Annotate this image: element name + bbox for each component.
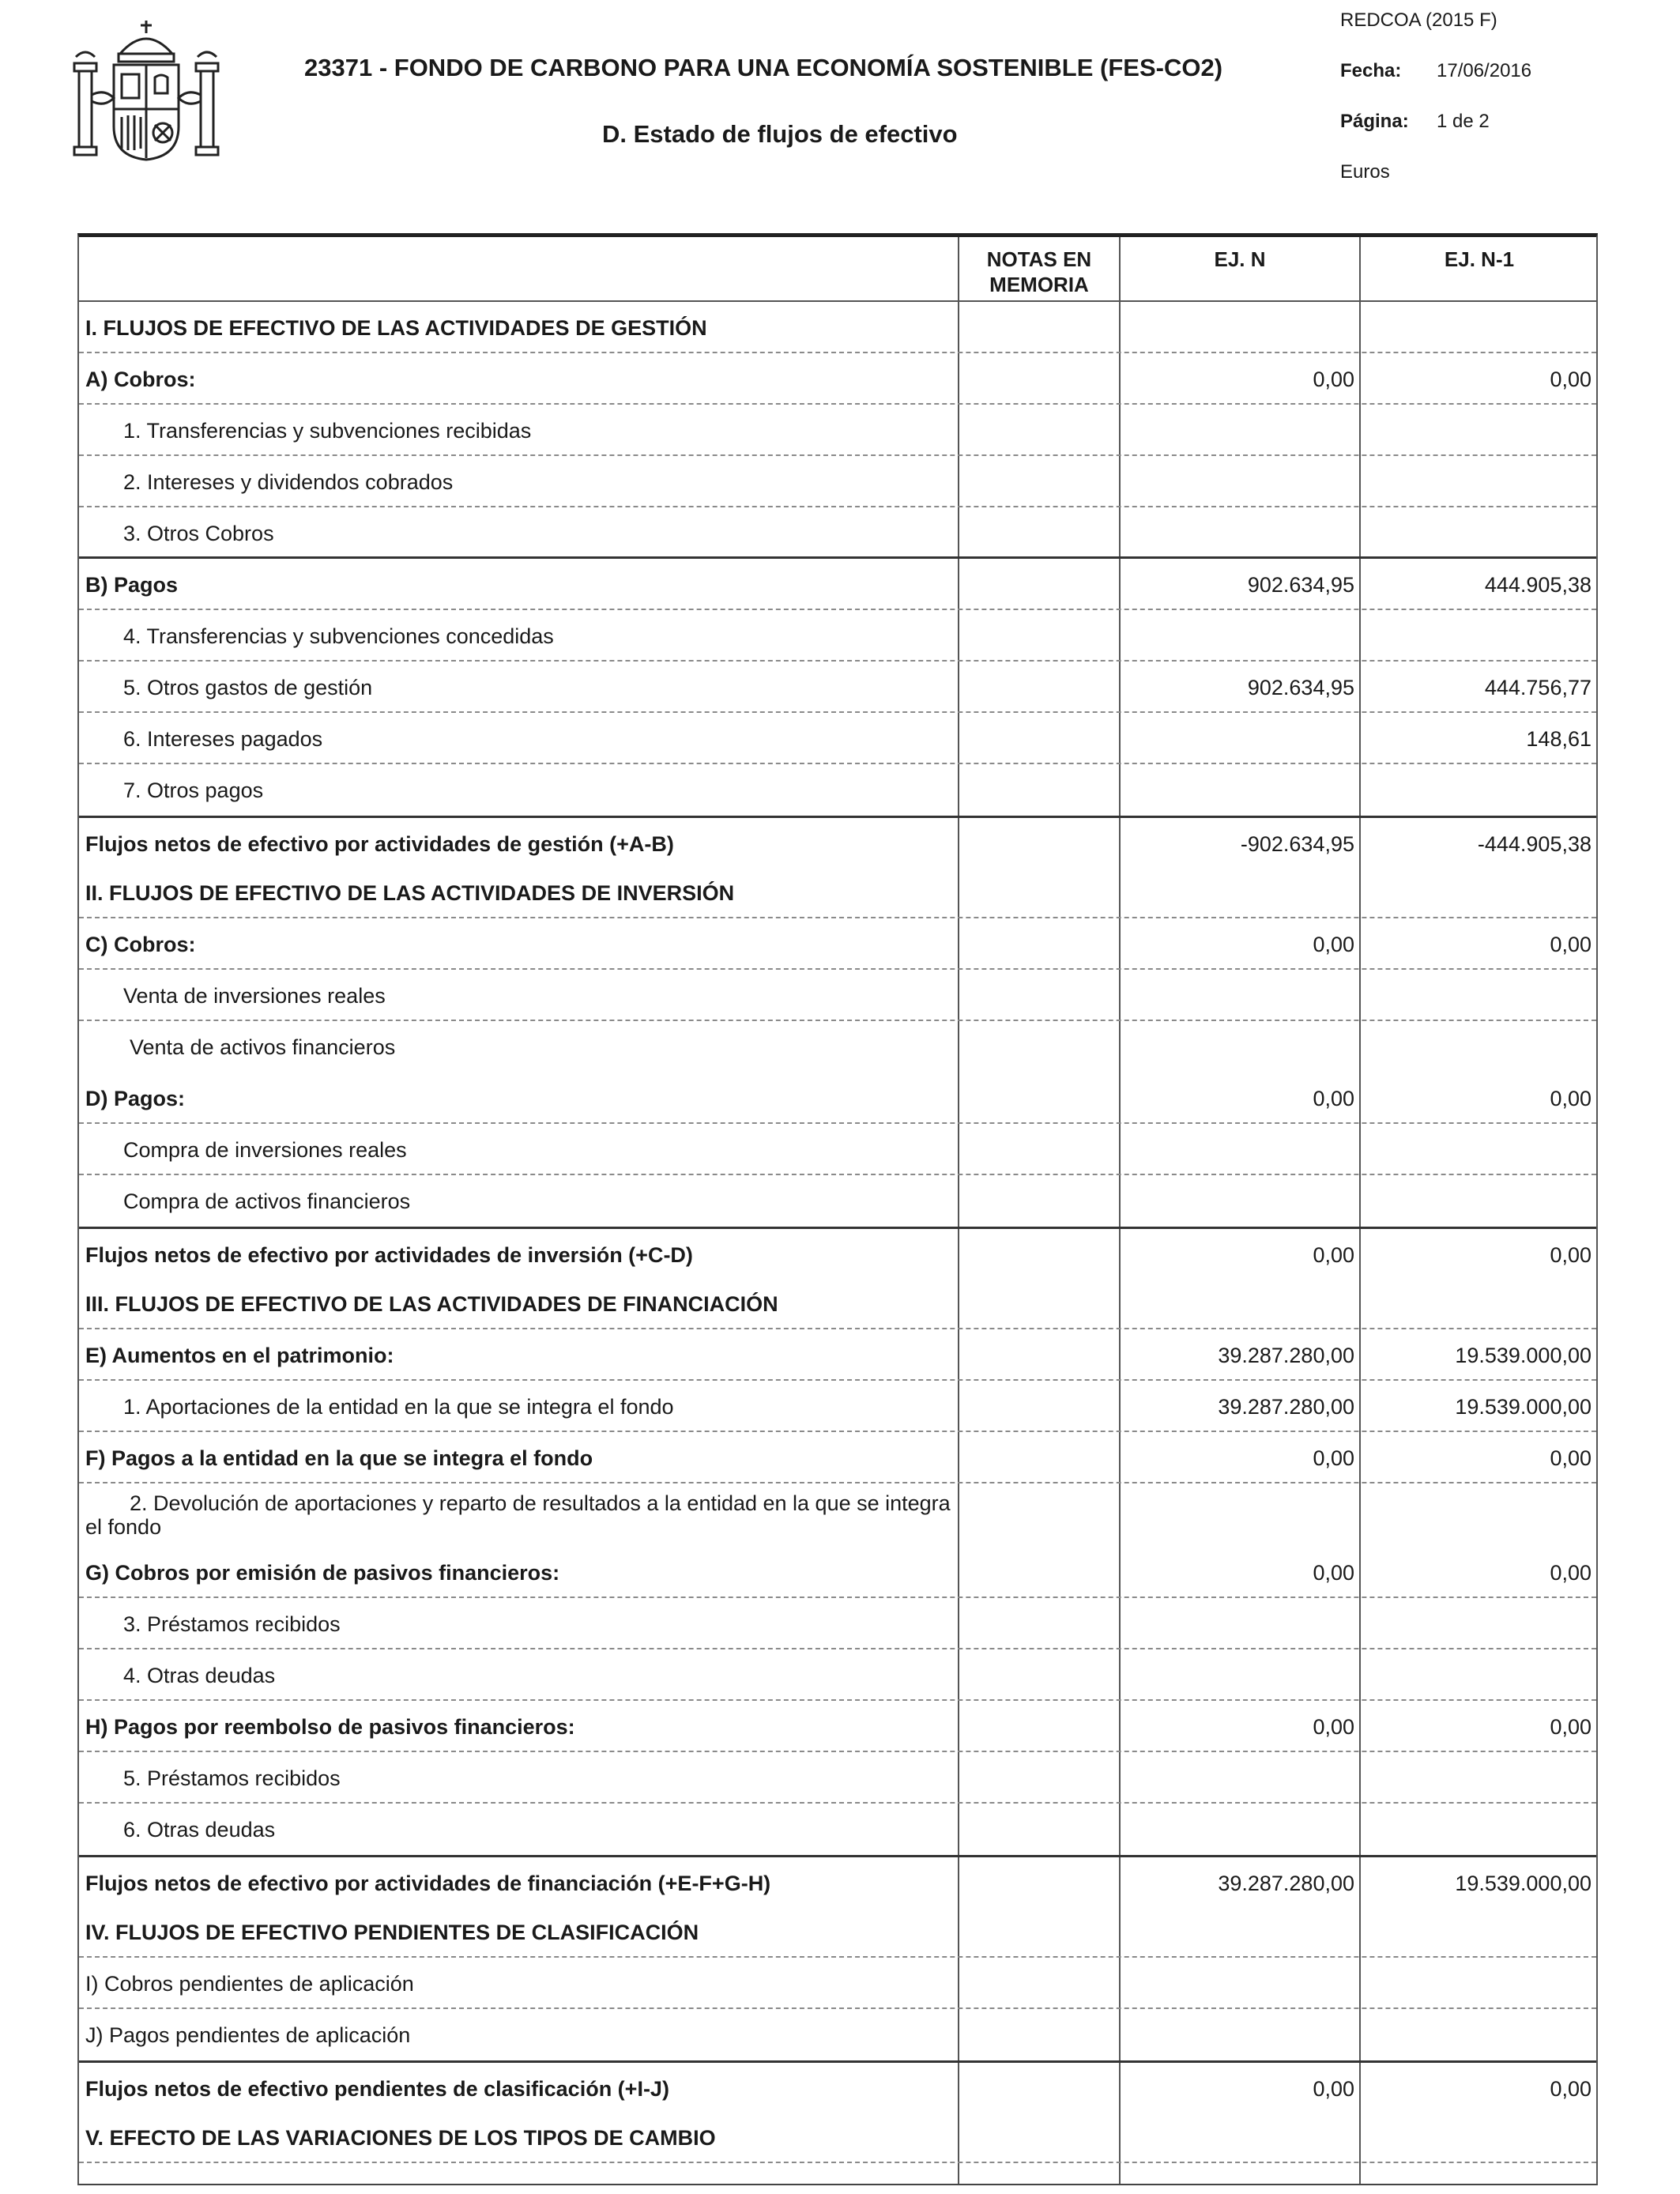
row-label: J) Pagos pendientes de aplicación	[85, 2023, 411, 2047]
table-row	[79, 405, 1596, 456]
row-label: C) Cobros:	[85, 933, 196, 956]
fecha-value: 17/06/2016	[1437, 60, 1532, 81]
value-ej-n-1: 19.539.000,00	[1455, 1872, 1591, 1895]
pagina-label: Página:	[1340, 111, 1409, 132]
value-ej-n: 39.287.280,00	[1218, 1872, 1354, 1895]
row-label: II. FLUJOS DE EFECTIVO DE LAS ACTIVIDADES DE INVERSIÓN	[85, 881, 735, 905]
row-label: Compra de activos financieros	[123, 1189, 411, 1213]
row-label: Flujos netos de efectivo por actividades de inversión (+C-D)	[85, 1243, 693, 1267]
value-ej-n: -902.634,95	[1240, 832, 1354, 856]
table-row	[79, 867, 1596, 918]
table-row	[79, 1649, 1596, 1701]
table-row	[79, 918, 1596, 970]
value-ej-n-1: 148,61	[1526, 727, 1591, 751]
row-label: B) Pagos	[85, 573, 179, 597]
value-ej-n-1: 0,00	[1550, 2077, 1591, 2101]
value-ej-n-1: 0,00	[1550, 1446, 1591, 1470]
table-row	[79, 1598, 1596, 1649]
row-label: 6. Otras deudas	[123, 1818, 276, 1842]
table-row	[79, 713, 1596, 764]
row-label: A) Cobros:	[85, 368, 196, 391]
value-ej-n: 0,00	[1313, 1446, 1354, 1470]
row-label: G) Cobros por emisión de pasivos financieros:	[85, 1561, 560, 1585]
row-label: 4. Otras deudas	[123, 1664, 276, 1687]
table-row	[79, 662, 1596, 713]
value-ej-n: 0,00	[1313, 1087, 1354, 1110]
value-ej-n-1: 0,00	[1550, 1715, 1591, 1739]
table-row	[79, 1855, 1596, 1906]
row-label: 2. Intereses y dividendos cobrados	[123, 470, 454, 494]
row-label: D) Pagos:	[85, 1087, 186, 1110]
row-label: 7. Otros pagos	[123, 778, 264, 802]
value-ej-n-1: 0,00	[1550, 1087, 1591, 1110]
value-ej-n: 39.287.280,00	[1218, 1344, 1354, 1367]
table-row	[79, 559, 1596, 610]
table-row	[79, 1124, 1596, 1175]
table-row	[79, 1227, 1596, 1278]
value-ej-n-1: 0,00	[1550, 368, 1591, 391]
table-row	[79, 1278, 1596, 1329]
table-row	[79, 1021, 1596, 1072]
table-row	[79, 1701, 1596, 1752]
value-ej-n: 0,00	[1313, 1561, 1354, 1585]
row-label: 1. Transferencias y subvenciones recibidas	[123, 419, 532, 443]
value-ej-n: 0,00	[1313, 1715, 1354, 1739]
value-ej-n-1: 19.539.000,00	[1455, 1344, 1591, 1367]
table-row	[79, 1381, 1596, 1432]
column-header-ej-n: EJ. N	[1214, 247, 1266, 271]
value-ej-n: 0,00	[1313, 2077, 1354, 2101]
row-label: 3. Préstamos recibidos	[123, 1612, 341, 1636]
pagina-value: 1 de 2	[1437, 111, 1490, 132]
row-label: I. FLUJOS DE EFECTIVO DE LAS ACTIVIDADES DE GESTIÓN	[85, 316, 707, 340]
row-label: 2. Devolución de aportaciones y reparto de resultados a la entidad en la que se integra el fondo	[85, 1491, 951, 1539]
row-label: Venta de inversiones reales	[123, 984, 386, 1008]
table-row	[79, 353, 1596, 405]
row-label: Flujos netos de efectivo por actividades de financiación (+E-F+G-H)	[85, 1872, 771, 1895]
row-label: Compra de inversiones reales	[123, 1138, 407, 1162]
table-row	[79, 2112, 1596, 2163]
row-label: III. FLUJOS DE EFECTIVO DE LAS ACTIVIDADES DE FINANCIACIÓN	[85, 1292, 778, 1316]
row-label: Flujos netos de efectivo pendientes de clasificación (+I-J)	[85, 2077, 669, 2101]
table-row	[79, 816, 1596, 867]
table-row	[79, 764, 1596, 816]
value-ej-n-1: 0,00	[1550, 1243, 1591, 1267]
column-header-ej-n-1: EJ. N-1	[1444, 247, 1515, 271]
row-label: 5. Préstamos recibidos	[123, 1766, 341, 1790]
coat-of-arms-icon	[73, 16, 220, 166]
column-header-notas: NOTAS EN MEMORIA	[986, 247, 1092, 296]
value-ej-n: 0,00	[1313, 933, 1354, 956]
row-label: E) Aumentos en el patrimonio:	[85, 1344, 394, 1367]
table-row	[79, 2060, 1596, 2112]
table-row	[79, 1906, 1596, 1958]
table-row	[79, 610, 1596, 662]
row-label: 4. Transferencias y subvenciones concedidas	[123, 624, 554, 648]
row-label: V. EFECTO DE LAS VARIACIONES DE LOS TIPOS DE CAMBIO	[85, 2126, 716, 2150]
value-ej-n-1: 0,00	[1550, 933, 1591, 956]
form-code: REDCOA (2015 F)	[1340, 9, 1497, 31]
row-label: F) Pagos a la entidad en la que se integra el fondo	[85, 1446, 593, 1470]
document-subtitle: D. Estado de flujos de efectivo	[602, 120, 958, 148]
cash-flow-table	[77, 233, 1598, 2185]
table-row	[79, 507, 1596, 559]
row-label: H) Pagos por reembolso de pasivos financieros:	[85, 1715, 575, 1739]
row-label: 6. Intereses pagados	[123, 727, 323, 751]
table-row	[79, 1958, 1596, 2009]
table-row	[79, 1483, 1596, 1547]
table-row	[79, 1804, 1596, 1855]
fecha-label: Fecha:	[1340, 60, 1402, 81]
value-ej-n-1: 0,00	[1550, 1561, 1591, 1585]
value-ej-n-1: 444.905,38	[1484, 573, 1591, 597]
value-ej-n: 0,00	[1313, 1243, 1354, 1267]
row-label: 3. Otros Cobros	[123, 522, 274, 545]
table-row	[79, 1175, 1596, 1227]
row-label: 5. Otros gastos de gestión	[123, 676, 373, 699]
value-ej-n-1: -444.905,38	[1477, 832, 1591, 856]
value-ej-n-1: 19.539.000,00	[1455, 1395, 1591, 1419]
currency-label: Euros	[1340, 161, 1390, 183]
row-label: 1. Aportaciones de la entidad en la que se integra el fondo	[123, 1395, 674, 1419]
value-ej-n: 902.634,95	[1247, 676, 1354, 699]
value-ej-n: 0,00	[1313, 368, 1354, 391]
table-row	[79, 1072, 1596, 1124]
row-label: Venta de activos financieros	[130, 1035, 396, 1059]
document-title: 23371 - FONDO DE CARBONO PARA UNA ECONOMÍA SOSTENIBLE (FES-CO2)	[304, 54, 1223, 81]
value-ej-n-1: 444.756,77	[1484, 676, 1591, 699]
table-row	[79, 1547, 1596, 1598]
table-row	[79, 302, 1596, 353]
row-label: I) Cobros pendientes de aplicación	[85, 1972, 414, 1996]
table-row	[79, 2009, 1596, 2060]
table-row	[79, 1752, 1596, 1804]
row-label: IV. FLUJOS DE EFECTIVO PENDIENTES DE CLASIFICACIÓN	[85, 1921, 699, 1944]
table-row	[79, 1432, 1596, 1483]
value-ej-n: 39.287.280,00	[1218, 1395, 1354, 1419]
table-row	[79, 1329, 1596, 1381]
row-label: Flujos netos de efectivo por actividades de gestión (+A-B)	[85, 832, 674, 856]
table-row	[79, 970, 1596, 1021]
table-row	[79, 456, 1596, 507]
value-ej-n: 902.634,95	[1247, 573, 1354, 597]
